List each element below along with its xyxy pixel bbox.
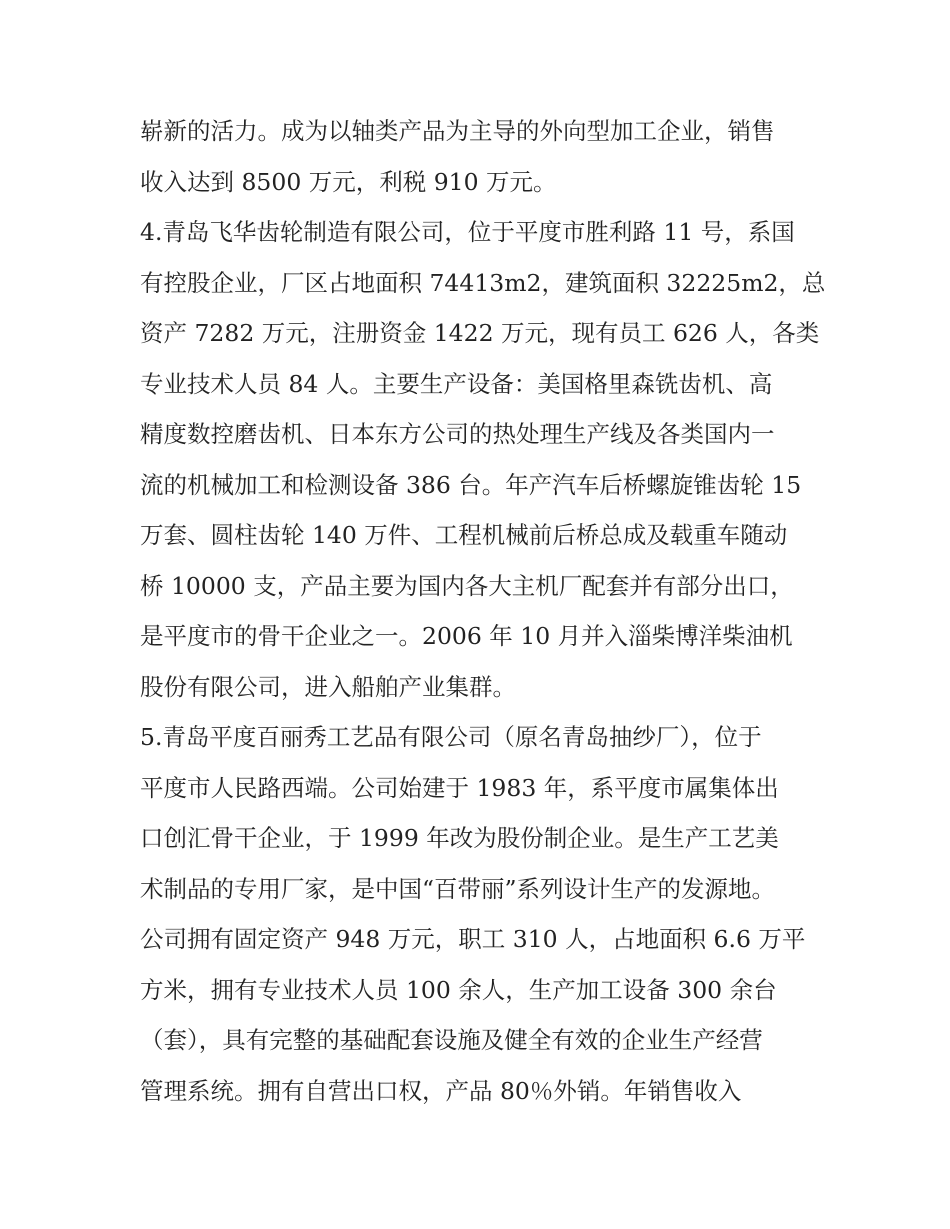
text-line: 平度市人民路西端。公司始建于 1983 年，系平度市属集体出 <box>140 773 779 802</box>
text-line: 5.青岛平度百丽秀工艺品有限公司（原名青岛抽纱厂），位于 <box>140 723 762 751</box>
text-line: 专业技术人员 84 人。主要生产设备：美国格里森铣齿机、高 <box>140 369 773 398</box>
text-line: 股份有限公司，进入船舶产业集群。 <box>140 672 516 701</box>
text-line: 收入达到 8500 万元，利税 910 万元。 <box>140 167 557 196</box>
text-line: 术制品的专用厂家，是中国“百带丽”系列设计生产的发源地。 <box>140 874 776 903</box>
body-text <box>140 106 826 1116</box>
text-line: 精度数控磨齿机、日本东方公司的热处理生产线及各类国内一 <box>140 420 775 448</box>
text-line: 有控股企业，厂区占地面积 74413m2，建筑面积 32225m2，总 <box>140 268 826 297</box>
text-line: 桥 10000 支，产品主要为国内各大主机厂配套并有部分出口， <box>140 571 794 600</box>
text-line: 是平度市的骨干企业之一。2006 年 10 月并入淄柴博洋柴油机 <box>140 622 793 650</box>
text-line: 公司拥有固定资产 948 万元，职工 310 人，占地面积 6.6 万平 <box>140 925 806 953</box>
text-line: 口创汇骨干企业，于 1999 年改为股份制企业。是生产工艺美 <box>140 824 779 852</box>
text-line: 崭新的活力。成为以轴类产品为主导的外向型加工企业，销售 <box>140 117 775 145</box>
text-line: （套），具有完整的基础配套设施及健全有效的企业生产经营 <box>140 1026 763 1054</box>
text-line: 流的机械加工和检测设备 386 台。年产汽车后桥螺旋锥齿轮 15 <box>140 470 802 499</box>
text-line: 万套、圆柱齿轮 140 万件、工程机械前后桥总成及载重车随动 <box>140 521 788 549</box>
text-line: 4.青岛飞华齿轮制造有限公司，位于平度市胜利路 11 号，系国 <box>140 218 795 246</box>
text-line: 方米，拥有专业技术人员 100 余人，生产加工设备 300 余台 <box>140 975 777 1004</box>
text-line: 管理系统。拥有自营出口权，产品 80％外销。年销售收入 <box>140 1076 742 1105</box>
text-line: 资产 7282 万元，注册资金 1422 万元，现有员工 626 人，各类 <box>140 319 820 347</box>
